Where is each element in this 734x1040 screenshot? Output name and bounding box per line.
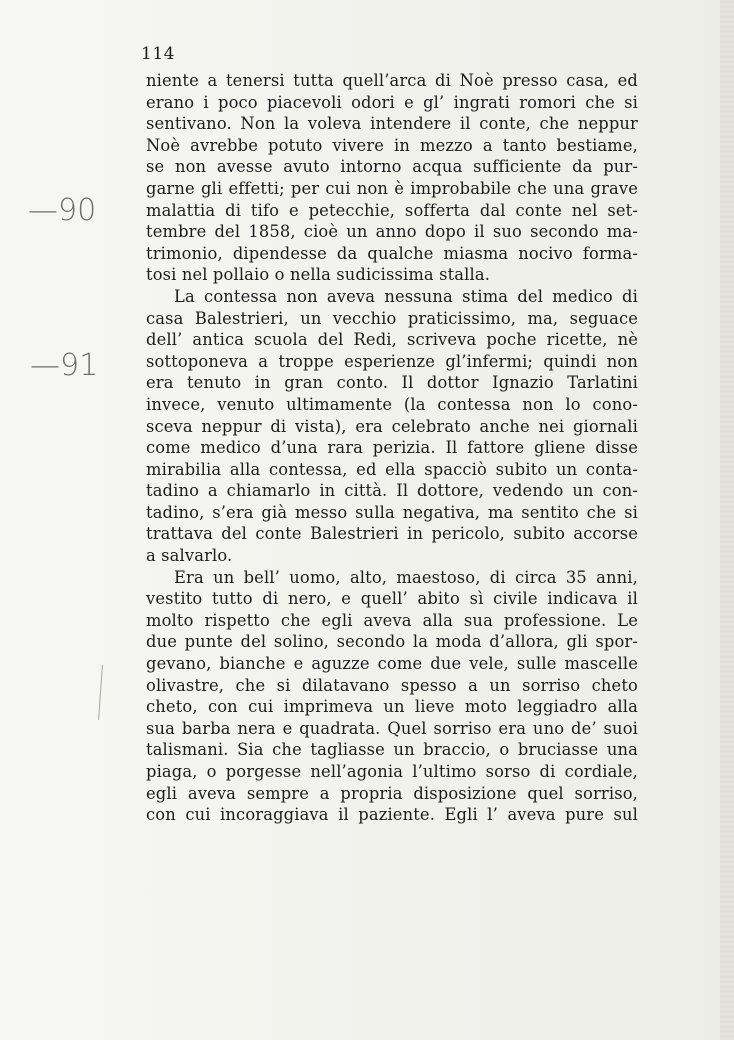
text-line: tadino, s’era già messo sulla negativa, ma sentito che si	[146, 502, 638, 522]
text-line: a salvarlo.	[146, 546, 233, 566]
text-line: malattia di tifo e petecchie, sofferta dal conte nel set-	[146, 200, 638, 220]
text-line: molto rispetto che egli aveva alla sua professione. Le	[146, 610, 638, 630]
text-line: La contessa non aveva nessuna stima del medico di	[174, 286, 638, 306]
text-line: egli aveva sempre a propria disposizione quel sorriso,	[146, 783, 638, 803]
text-line: due punte del solino, secondo la moda d’allora, gli spor-	[146, 632, 638, 652]
text-line: Noè avrebbe potuto vivere in mezzo a tanto bestiame,	[146, 135, 638, 155]
text-line: trattava del conte Balestrieri in pericolo, subito accorse	[146, 524, 638, 544]
text-line: talismani. Sia che tagliasse un braccio, o bruciasse una	[146, 740, 638, 760]
text-line: sentivano. Non la voleva intendere il conte, che neppur	[146, 114, 638, 134]
margin-note-91: —91	[30, 348, 99, 383]
text-line: sua barba nera e quadrata. Quel sorriso era uno de’ suoi	[146, 718, 638, 738]
text-line: se non avesse avuto intorno acqua sufficiente da pur-	[146, 157, 638, 177]
text-line: tembre del 1858, cioè un anno dopo il suo secondo ma-	[146, 222, 638, 242]
paragraph-3	[146, 567, 638, 826]
text-line: era tenuto in gran conto. Il dottor Ignazio Tarlatini	[146, 373, 638, 393]
text-line: invece, venuto ultimamente (la contessa non lo cono-	[146, 394, 638, 414]
pencil-mark	[98, 665, 107, 720]
page-edge-shadow	[720, 0, 734, 1040]
text-line: trimonio, dipendesse da qualche miasma nocivo forma-	[146, 243, 638, 263]
text-line: Era un bell’ uomo, alto, maestoso, di circa 35 anni,	[174, 567, 638, 587]
text-line: casa Balestrieri, un vecchio praticissimo, ma, seguace	[146, 308, 638, 328]
text-line: mirabilia alla contessa, ed ella spacciò subito un conta-	[146, 459, 638, 479]
body-text	[146, 70, 638, 826]
text-line: tadino a chiamarlo in città. Il dottore, vedendo un con-	[146, 481, 638, 501]
text-line: niente a tenersi tutta quell’arca di Noè presso casa, ed	[146, 71, 638, 90]
text-line: piaga, o porgesse nell’agonia l’ultimo sorso di cordiale,	[146, 762, 638, 781]
paragraph-1	[146, 70, 638, 286]
page-number: 114	[141, 44, 175, 64]
paragraph-2	[146, 286, 638, 567]
text-line: vestito tutto di nero, e quell’ abito sì civile indicava il	[146, 589, 638, 609]
text-line: con cui incoraggiava il paziente. Egli l’ aveva pure sul	[146, 805, 638, 825]
text-line: sottoponeva a troppe esperienze gl’infermi; quindi non	[146, 351, 638, 371]
text-line: cheto, con cui imprimeva un lieve moto leggiadro alla	[146, 697, 638, 717]
text-line: gevano, bianche e aguzze come due vele, sulle mascelle	[146, 654, 638, 674]
text-line: sceva neppur di vista), era celebrato anche nei giornali	[146, 416, 638, 436]
text-line: erano i poco piacevoli odori e gl’ ingrati romori che si	[146, 92, 638, 112]
text-line: come medico d’una rara perizia. Il fattore gliene disse	[146, 438, 638, 458]
text-line: dell’ antica scuola del Redi, scriveva poche ricette, nè	[146, 330, 638, 350]
text-line: olivastre, che si dilatavano spesso a un sorriso cheto	[146, 675, 638, 695]
margin-note-90: —90	[28, 193, 97, 228]
text-line: garne gli effetti; per cui non è improbabile che una grave	[146, 178, 638, 198]
text-line: tosi nel pollaio o nella sudicissima stalla.	[146, 265, 491, 285]
